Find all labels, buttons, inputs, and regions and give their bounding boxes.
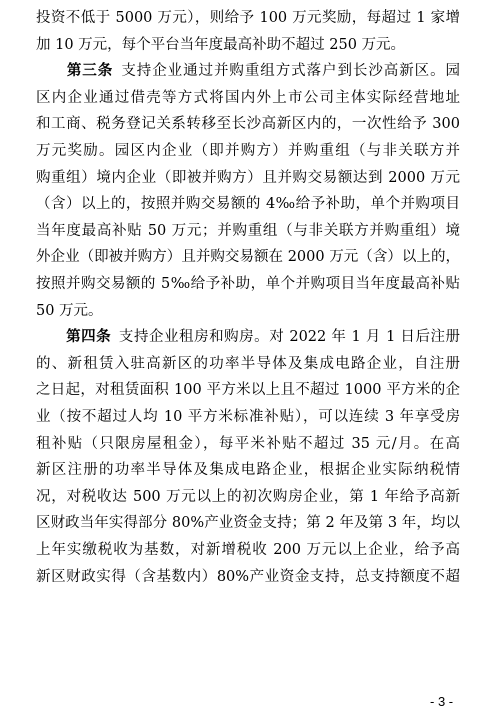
text-line: 区财政当年实得部分 80%产业资金支持；第 2 年及第 3 年，均以: [36, 515, 460, 532]
text-line: 按照并购交易额的 5‰给予补助，单个并购项目当年度最高补贴: [36, 276, 460, 292]
page-number: - 3 -: [430, 694, 454, 709]
text-line: 50 万元。: [36, 302, 103, 319]
text-line: 的、新租赁入驻高新区的功率半导体及集成电路企业，自注册: [36, 355, 460, 372]
text-line: 上年实缴税收为基数，对新增税收 200 万元以上企业，给予高: [36, 542, 460, 558]
text-line: 区内企业通过借壳等方式将国内外上市公司主体实际经营地址: [36, 89, 460, 106]
text-line: 新区注册的功率半导体及集成电路企业，根据企业实际纳税情: [36, 462, 460, 479]
article-heading: 第四条: [66, 328, 112, 346]
text-line: 租补贴（只限房屋租金），每平米补贴不超过 35 元/月。在高: [36, 435, 460, 452]
text-line: 业（按不超过人均 10 平方米标准补贴），可以连续 3 年享受房: [36, 409, 460, 425]
text-line: 购重组）境内企业（即被并购方）且并购交易额达到 2000 万元: [36, 169, 460, 186]
article-heading: 第三条: [66, 62, 114, 80]
indent: [36, 329, 66, 345]
text-line: 况，对税收达 500 万元以上的初次购房企业，第 1 年给予高新: [36, 488, 460, 505]
line-text: 支持企业租房和购房。对 2022 年 1 月 1 日后注册: [111, 329, 461, 346]
text-line: 当年度最高补贴 50 万元；并购重组（与非关联方并购重组）境: [36, 222, 460, 239]
text-line: [36, 327, 460, 347]
line-text: 支持企业通过并购重组方式落户到长沙高新区。园: [113, 63, 461, 80]
indent: [36, 63, 67, 79]
text-line: 外企业（即被并购方）且并购交易额在 2000 万元（含）以上的，: [36, 249, 460, 266]
text-line: 万元奖励。园区内企业（即并购方）并购重组（与非关联方并: [36, 143, 460, 159]
text-line: 投资不低于 5000 万元），则给予 100 万元奖励，每超过 1 家增: [36, 10, 460, 26]
text-line: （含）以上的，按照并购交易额的 4‰给予补助，单个并购项目: [36, 196, 460, 213]
text-line: 之日起，对租赁面积 100 平方米以上且不超过 1000 平方米的企: [36, 382, 460, 399]
text-line: 加 10 万元，每个平台当年度最高补助不超过 250 万元。: [36, 36, 406, 53]
text-line: 新区财政实得（含基数内）80%产业资金支持，总支持额度不超: [36, 568, 460, 585]
text-line: [36, 61, 460, 81]
text-line: 和工商、税务登记关系转移至长沙高新区内的，一次性给予 300: [36, 116, 460, 133]
